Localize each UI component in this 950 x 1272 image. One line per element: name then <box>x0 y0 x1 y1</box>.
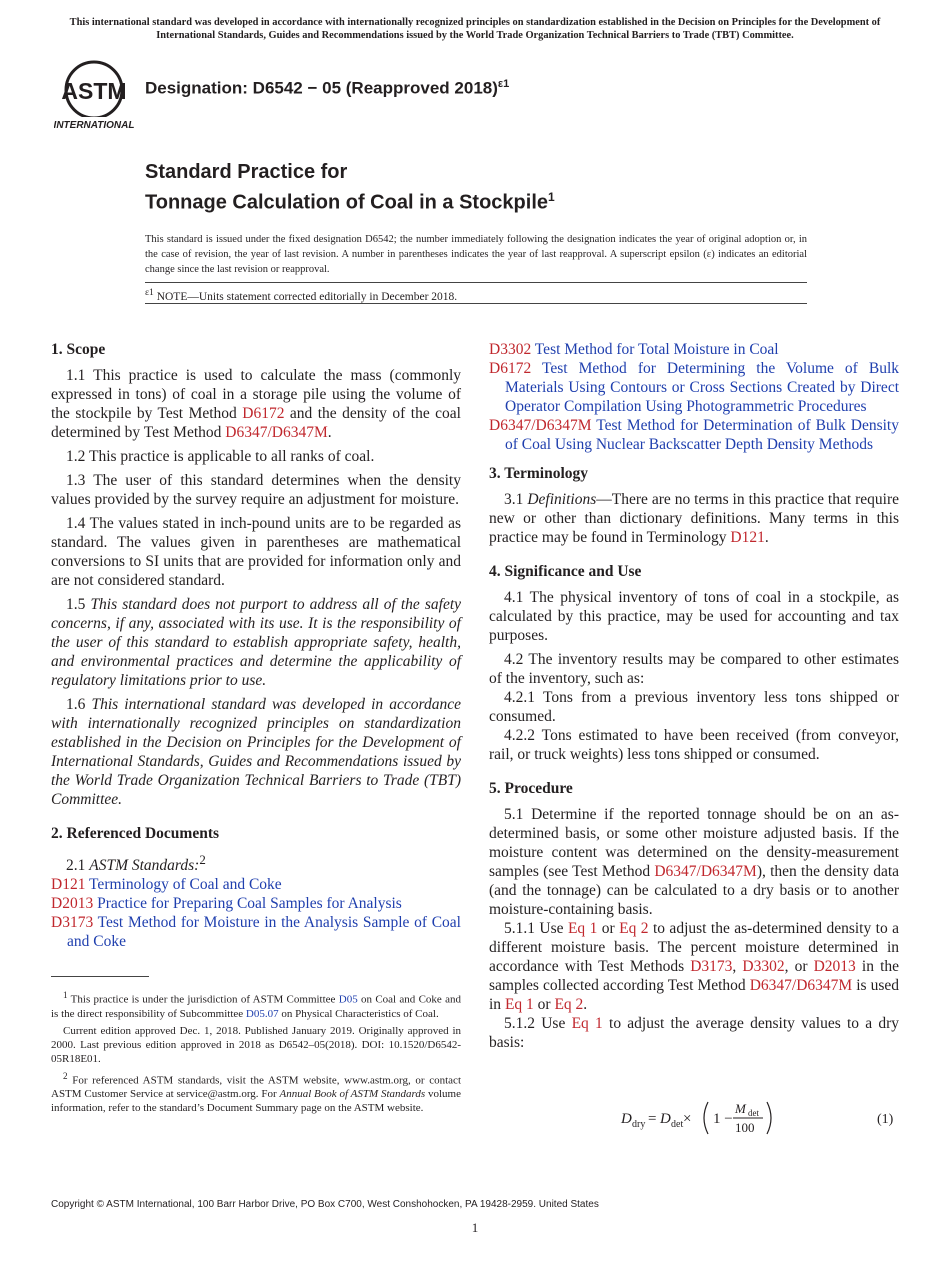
p1-1-text: . <box>327 424 332 441</box>
ref-code[interactable]: D6347/D6347M <box>489 417 592 434</box>
p3-1-number: 3.1 <box>504 491 528 508</box>
link-d121[interactable]: D121 <box>730 529 765 546</box>
link-d05-07[interactable]: D05.07 <box>245 1007 279 1020</box>
link-d3173[interactable]: D3173 <box>690 958 733 975</box>
ref-code[interactable]: D3173 <box>51 914 94 932</box>
ref-title[interactable]: Test Method for Total Moisture in Coal <box>531 341 779 358</box>
p1-6-number: 1.6 <box>66 696 92 713</box>
paragraph-4-1: 4.1 The physical inventory of tons of coal in a stockpile, as calculated by this practice, may be used for accounting and tax purposes. <box>489 589 899 644</box>
footnote-1 <box>51 988 461 1021</box>
p5-1-1-text: to adjust the as-determined density to a different moisture basis. The percent moisture determined in accordance with Test Methods <box>489 920 900 975</box>
left-column <box>51 340 461 951</box>
logo-org-text: INTERNATIONAL <box>54 120 134 131</box>
p5-1-1-text: or <box>533 996 555 1013</box>
ref-title[interactable]: Test Method for Moisture in the Analysis Sample of Coal and Coke <box>67 914 461 951</box>
paragraph-4-2-2: 4.2.2 Tons estimated to have been received (from conveyor, rail, or truck weights) less tons shipped or consumed. <box>489 727 899 763</box>
ref-item <box>51 875 461 894</box>
footnote-2 <box>51 1069 461 1116</box>
p5-1-2-text: 5.1.2 Use <box>504 1015 572 1032</box>
eq-one-minus: 1 − <box>713 1111 733 1127</box>
ref-code[interactable]: D6172 <box>489 360 532 377</box>
page-title <box>145 160 555 216</box>
ref-item <box>489 340 899 359</box>
footnote-1-text: This practice is under the jurisdiction of ASTM Committee <box>67 993 339 1006</box>
p5-1-1-text: is used in <box>489 977 900 1013</box>
title-line-1: Standard Practice for <box>145 161 348 183</box>
eq-times: × <box>683 1111 692 1127</box>
p1-5-number: 1.5 <box>66 596 91 613</box>
link-d2013[interactable]: D2013 <box>813 958 856 975</box>
p1-6-text: This international standard was developed in accordance with internationally recognized principles on standardization established in the Decision on Principles for the Development of International Standards, Guides and Recommendations issued by the World Trade Organization Technical Barriers to Trade (TBT) Committee. <box>51 696 461 808</box>
paragraph-1-6 <box>51 695 461 809</box>
eq-left-paren <box>704 1102 708 1134</box>
section-heading-referenced-documents: 2. Referenced Documents <box>51 825 220 842</box>
paragraph-1-5 <box>51 595 461 690</box>
eq-D: D <box>621 1111 632 1127</box>
eq-M: M <box>735 1101 746 1116</box>
p5-1-text: 5.1 Determine if the reported tonnage should be on an as-determined basis, or some other moisture adjusted basis. If the moisture content was determined on the density-measurement samples (see Test Method <box>489 806 899 880</box>
eq-sub-det: det <box>671 1119 684 1130</box>
p5-1-1-text: . <box>583 996 588 1013</box>
ref-item <box>51 894 461 913</box>
paragraph-3-1 <box>489 490 899 547</box>
p1-1-text: 1.1 This practice is used to calculate the mass (commonly expressed in tons) of coal in a storage pile using the volume of the stockpile by Test Method <box>51 367 461 422</box>
paragraph-5-1 <box>489 805 899 919</box>
logo-mark: ASTM <box>61 78 127 104</box>
copyright: Copyright © ASTM International, 100 Barr Harbor Drive, PO Box C700, West Conshohocken, PA 19428-2959. United States <box>51 1199 599 1210</box>
section-heading-terminology: 3. Terminology <box>489 465 589 482</box>
paragraph-1-1 <box>51 366 461 442</box>
paragraph-1-2: 1.2 This practice is applicable to all ranks of coal. <box>66 448 375 465</box>
epsilon-note-text: NOTE—Units statement corrected editorially in December 2018. <box>153 290 458 303</box>
astm-logo <box>54 58 134 132</box>
p5-1-1-text: 5.1.1 Use <box>504 920 568 937</box>
paragraph-4-2: 4.2 The inventory results may be compared to other estimates of the inventory, such as: <box>489 651 899 687</box>
p1-5-text: This standard does not purport to address all of the safety concerns, if any, associated with its use. It is the responsibility of the user of this standard to establish appropriate safety, health, and environmental practices and determine the applicability of regulatory limitations prior to use. <box>51 596 462 689</box>
footnotes <box>51 988 461 1118</box>
link-d6172[interactable]: D6172 <box>242 405 285 422</box>
page-number: 1 <box>471 1220 479 1235</box>
link-eq-2[interactable]: Eq 2 <box>619 920 649 937</box>
link-eq-1[interactable]: Eq 1 <box>567 920 598 937</box>
right-column <box>489 340 899 1052</box>
ref-code[interactable]: D121 <box>51 876 86 894</box>
link-d6347[interactable]: D6347/D6347M <box>749 977 853 994</box>
footnote-mark-2: 2 <box>199 852 206 867</box>
issuance-note: This standard is issued under the fixed designation D6542; the number immediately following the designation indicates the year of original adoption or, in the case of revision, the year of last revision. A number in parentheses indicates the year of last reapproval. A superscript epsilon (ε) indicates an editorial change since the last revision or reapproval. <box>145 234 807 275</box>
designation-superscript: ε1 <box>497 78 510 90</box>
link-eq-1[interactable]: Eq 1 <box>571 1015 603 1032</box>
footnote-2-mark: 2 <box>63 1070 68 1081</box>
p3-1-text: —There are no terms in this practice that require new or other than dictionary definitions. Many terms in this practice may be found in Terminology <box>489 491 900 546</box>
epsilon-mark: ε1 <box>145 287 154 298</box>
ref-title[interactable]: Practice for Preparing Coal Samples for Analysis <box>93 895 402 913</box>
footnote-1-text: on Physical Characteristics of Coal. <box>278 1007 439 1020</box>
footnote-2-text: For referenced ASTM standards, visit the ASTM website, www.astm.org, or contact ASTM Customer Service at service@astm.org. For <box>51 1074 461 1101</box>
ref-code[interactable]: D3302 <box>489 341 532 358</box>
p5-1-1-text: , <box>732 958 743 975</box>
p3-1-text: . <box>764 529 769 546</box>
p3-1-term: Definitions <box>527 491 597 508</box>
p5-1-1-text: or <box>597 920 620 937</box>
footnote-1-text: on Coal and Coke and is the direct responsibility of Subcommittee <box>51 993 461 1020</box>
eq-sub-det: det <box>748 1108 759 1118</box>
paragraph-1-3: 1.3 The user of this standard determines when the density values provided by the survey require an adjustment for moisture. <box>51 472 461 508</box>
p5-1-1-text: in the samples collected according Test Method <box>489 958 900 994</box>
ref-title[interactable]: Terminology of Coal and Coke <box>85 876 282 894</box>
title-footnote-mark: 1 <box>548 190 555 204</box>
title-line-2: Tonnage Calculation of Coal in a Stockpile <box>145 191 549 214</box>
section-heading-scope: 1. Scope <box>51 341 106 358</box>
footnote-1-mark: 1 <box>63 990 68 1000</box>
eq-denominator: 100 <box>735 1120 755 1135</box>
designation-text: Designation: D6542 − 05 (Reapproved 2018) <box>145 78 498 98</box>
p5-1-2-text: to adjust the average density values to a dry basis: <box>489 1015 900 1051</box>
footnote-edition: Current edition approved Dec. 1, 2018. Published January 2019. Originally approved in 2000. Last previous edition approved in 2018 as D6542–05(2018). DOI: 10.1520/D6542-05R18E01. <box>51 1024 461 1065</box>
p2-1-text: ASTM Standards: <box>89 857 200 875</box>
divider <box>145 282 807 283</box>
footnote-2-italic: Annual Book of ASTM Standards <box>279 1088 426 1101</box>
ref-title[interactable]: Test Method for Determining the Volume of Bulk Materials Using Contours or Cross Sections Created by Direct Operator Compilation Using Photogrammetric Procedures <box>505 360 899 415</box>
ref-code[interactable]: D2013 <box>51 895 94 913</box>
link-d05[interactable]: D05 <box>338 993 358 1006</box>
ref-title[interactable]: Test Method for Determination of Bulk Density of Coal Using Nuclear Backscatter Depth Density Methods <box>505 417 899 453</box>
paragraph-5-1-2 <box>489 1014 899 1052</box>
eq-number: (1) <box>877 1112 894 1127</box>
equation-1 <box>489 1098 899 1138</box>
eq-right-paren <box>767 1102 771 1134</box>
paragraph-1-4: 1.4 The values stated in inch-pound units are to be regarded as standard. The values given in parentheses are mathematical conversions to SI units that are provided for information only and are not considered standard. <box>51 515 461 589</box>
link-eq-2[interactable]: Eq 2 <box>554 996 584 1013</box>
section-heading-significance: 4. Significance and Use <box>489 563 642 580</box>
p2-1-number: 2.1 <box>66 857 90 875</box>
paragraph-2-1 <box>51 850 461 875</box>
ref-item <box>489 359 899 416</box>
astm-logo-icon <box>54 58 134 132</box>
designation <box>145 78 509 99</box>
p1-1-text: and the density of the coal determined by Test Method <box>51 405 461 441</box>
p5-1-text: ), then the density data (and the tonnage) can be calculated to a dry basis or to another moisture-containing basis. <box>489 863 900 918</box>
top-note: This international standard was developed in accordance with internationally recognized principles on standardization established in the Decision on Principles for the Development of International Standards, Guides and Recommendations issued by the World Trade Organization Technical Barriers to Trade (TBT) Committee. <box>69 17 881 41</box>
link-d3302[interactable]: D3302 <box>742 958 785 975</box>
footnote-divider <box>51 976 149 977</box>
p5-1-1-text: , or <box>784 958 814 975</box>
eq-sub-dry: dry <box>632 1119 646 1130</box>
ref-item <box>489 416 899 454</box>
epsilon-note <box>145 287 457 303</box>
footnote-2-text: volume information, refer to the standard’s Document Summary page on the ASTM website. <box>51 1088 461 1115</box>
paragraph-4-2-1: 4.2.1 Tons from a previous inventory less tons shipped or consumed. <box>489 689 899 725</box>
divider <box>145 303 807 304</box>
link-eq-1[interactable]: Eq 1 <box>504 996 534 1013</box>
eq-equals: = <box>648 1111 657 1127</box>
section-heading-procedure: 5. Procedure <box>489 780 573 797</box>
link-d6347[interactable]: D6347/D6347M <box>225 424 328 441</box>
ref-item <box>51 913 461 951</box>
link-d6347[interactable]: D6347/D6347M <box>654 863 757 880</box>
paragraph-5-1-1 <box>489 919 899 1014</box>
eq-D: D <box>660 1111 671 1127</box>
